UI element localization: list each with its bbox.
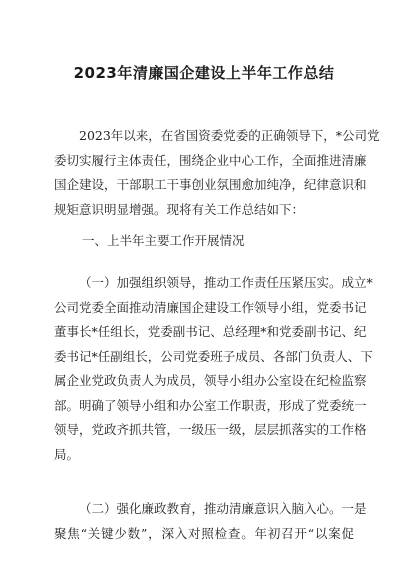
- item1-line: 董事长*任组长，党委副书记、总经理*和党委副书记、纪: [54, 324, 367, 339]
- item1-line: 委书记*任副组长，公司党委班子成员、各部门负责人、下: [54, 348, 373, 364]
- section-heading: 一、上半年主要工作开展情况: [82, 233, 245, 248]
- item2-paragraph: [54, 497, 367, 546]
- document-title: 2023年清廉国企建设上半年工作总结: [73, 64, 335, 82]
- intro-line: 2023年以来，在省国资委党委的正确领导下，*公司党: [79, 128, 380, 143]
- item1-line: （一）加强组织领导，推动工作责任压紧压实。成立*: [79, 275, 373, 290]
- intro-line: 国企建设，干部职工干事创业氛围愈加纯净，纪律意识和: [54, 177, 367, 192]
- item1-line: 领导，党政齐抓共管，一级压一级，层层抓落实的工作格: [54, 422, 367, 437]
- item2-line: 聚焦“关键少数”，深入对照检查。年初召开“以案促: [54, 525, 354, 541]
- item1-line: 部。明确了领导小组和办公室工作职责，形成了党委统一: [54, 397, 367, 413]
- item1-line: 属企业党政负责人为成员，领导小组办公室设在纪检监察: [54, 373, 367, 388]
- intro-line: 规矩意识明显增强。现将有关工作总结如下：: [54, 201, 305, 217]
- intro-paragraph: [54, 124, 380, 222]
- item1-line: 公司党委全面推动清廉国企建设工作领导小组，党委书记: [54, 299, 367, 315]
- item1-line: 局。: [54, 446, 80, 462]
- intro-line: 委切实履行主体责任，围绕企业中心工作，全面推进清廉: [54, 152, 367, 168]
- item1-paragraph: [54, 271, 373, 467]
- item2-line: （二）强化廉政教育，推动清廉意识入脑入心。一是: [79, 501, 367, 516]
